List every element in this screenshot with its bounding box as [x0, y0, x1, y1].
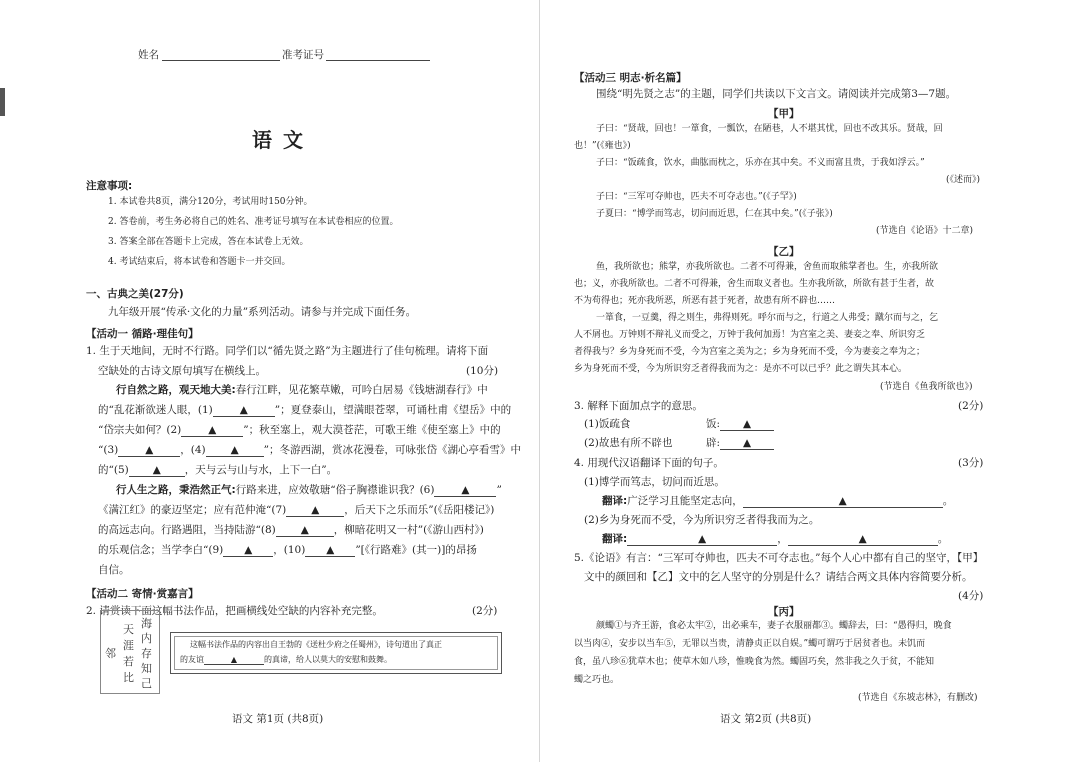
- yi-line-1: 鱼，我所欲也；熊掌，亦我所欲也。二者不可得兼，舍鱼而取熊掌者也。生，亦我所欲: [596, 262, 939, 272]
- passage-yi-heading: 【乙】: [768, 246, 800, 258]
- callig-char: 存: [141, 647, 152, 660]
- q3-item-2: (2)故患有所不辟也: [584, 437, 673, 449]
- q1-line9-b: ，(10): [273, 544, 306, 556]
- jia-line-6: 子夏曰：“博学而笃志，切问而近思，仁在其中矣。”(《子张》): [596, 209, 833, 219]
- answer-marker-icon: ▲: [230, 655, 238, 664]
- q1-line3-a: “岱宗夫如何？(2): [98, 424, 182, 436]
- answer-blank-4[interactable]: [206, 445, 264, 457]
- answer-blank-2[interactable]: [181, 425, 243, 437]
- answer-marker-icon: ▲: [858, 533, 867, 545]
- answer-marker-icon: ▲: [230, 444, 239, 456]
- q1-line8-b: ，柳暗花明又一村”(《游山西村》): [333, 524, 484, 536]
- answer-blank-q3-1[interactable]: [720, 419, 774, 431]
- answer-blank-5[interactable]: [129, 465, 185, 477]
- activity-2-heading: 【活动二 寄情·赏嘉言】: [86, 588, 199, 600]
- q3-item-2-key: 辟:: [706, 437, 721, 449]
- q3-item-1: (1)饭疏食: [584, 418, 631, 430]
- q1-line4-c: ”；冬游西湖，赏冰花漫卷，可咏张岱《湖心亭看雪》中: [263, 444, 521, 456]
- answer-marker-icon: ▲: [239, 404, 248, 416]
- exam-page-2: [540, 0, 1080, 762]
- answer-marker-icon: ▲: [698, 533, 707, 545]
- yi-line-7: 乡为身死而不受，今为所识穷乏者得我而为之：是亦不可以已乎？此之谓失其本心。: [574, 364, 908, 374]
- answer-marker-icon: ▲: [743, 418, 752, 430]
- answer-blank-q4-2a[interactable]: [627, 534, 777, 546]
- q4-item-2-label: 翻译:: [602, 533, 628, 545]
- answer-blank-q4-1[interactable]: [743, 496, 943, 508]
- answer-marker-icon: ▲: [838, 495, 847, 507]
- q3-item-1-answer: [706, 419, 774, 431]
- notice-item-2: 2. 答卷前，考生务必将自己的姓名、准考证号填写在本试卷相应的位置。: [108, 217, 399, 227]
- q1-life-lead: 行人生之路，秉浩然正气:: [116, 484, 236, 496]
- q1-line9-c: ”[《行路难》(其一)]的昂扬: [355, 544, 477, 556]
- q5-score: (4分): [958, 590, 984, 602]
- activity-3-intro: 围绕“明先贤之志”的主题，同学们共读以下文言文。请阅读并完成第3—7题。: [596, 88, 957, 100]
- exam-number-label: 准考证号: [282, 49, 324, 61]
- q1-line8-a: 的高远志向。行路遇阻，当持陆游“(8): [98, 524, 276, 536]
- jia-line-2: 也！”(《雍也》): [574, 141, 631, 151]
- notice-item-3: 3. 答案全部在答题卡上完成，答在本试卷上无效。: [108, 237, 309, 247]
- page-1-footer: 语文 第1页 (共8页): [232, 713, 324, 725]
- notice-title: 注意事项:: [86, 180, 133, 192]
- q1-line-10: 自信。: [98, 564, 130, 576]
- answer-blank-10[interactable]: [305, 545, 355, 557]
- answer-blank-1[interactable]: [213, 405, 275, 417]
- q1-line1-text: 春行江畔，见花繁草嫩，可吟白居易《钱塘湖春行》中: [235, 384, 488, 396]
- q1-line6-a: 行路来进，应效敬瑭“俗子胸襟谁识我？(6): [235, 484, 435, 496]
- callig-char: 知: [141, 662, 152, 675]
- q1-line7-b: ，后天下之乐而乐”(《岳阳楼记》): [344, 504, 495, 516]
- answer-marker-icon: ▲: [244, 544, 253, 556]
- notice-item-1: 1. 本试卷共8页，满分120分，考试用时150分钟。: [108, 197, 313, 207]
- q1-line-1: [116, 385, 488, 396]
- yi-source: (节选自《鱼我所欲也》): [880, 382, 973, 392]
- q1-line2-b: ”；夏登泰山，望满眼苍翠，可诵杜甫《望岳》中的: [274, 404, 512, 416]
- yi-line-6: 者得我与？乡为身死而不受，今为宫室之美为之；乡为身死而不受，今为妻妾之奉为之；: [574, 347, 926, 357]
- q1-line-3: [98, 425, 501, 437]
- q1-prompt-line1: 1. 生于天地间，无时不行路。同学们以“循先贤之路”为主题进行了佳句梳理。请将下面: [86, 345, 489, 357]
- answer-blank-6[interactable]: [434, 485, 496, 497]
- q1-line5-b: ，天与云与山与水，上下一白”。: [184, 464, 338, 476]
- callig-char: 天: [123, 623, 134, 636]
- activity-1-heading: 【活动一 循路·理佳句】: [86, 328, 199, 340]
- q2-box-line2: [180, 656, 392, 665]
- bing-line-1: 颜蠋①与齐王游，食必太牢②，出必乘车，妻子衣服丽都③。蠋辞去，曰：“愚得归，晚食: [596, 621, 952, 631]
- bing-line-3: 食，虽八珍⑥犹草木也；使草木如八珍，惟晚食为然。蠋固巧矣，然非我之久于贫，不能知: [574, 657, 935, 667]
- passage-jia-heading: 【甲】: [768, 108, 800, 120]
- q2-box-line1: 这幅书法作品的内容出自王勃的《送杜少府之任蜀州》，诗句道出了真正: [190, 640, 442, 649]
- jia-line-3: 子曰：“饭疏食，饮水，曲肱而枕之，乐亦在其中矣。不义而富且贵，于我如浮云。”: [596, 158, 925, 168]
- callig-char: 内: [141, 632, 152, 645]
- q1-nature-lead: 行自然之路，观天地大美:: [116, 384, 236, 396]
- answer-blank-7[interactable]: [286, 505, 344, 517]
- jia-line-4: (《述而》): [946, 175, 981, 185]
- answer-marker-icon: ▲: [311, 504, 320, 516]
- activity-3-heading: 【活动三 明志·析名篇】: [574, 72, 687, 84]
- answer-blank-q2[interactable]: [204, 656, 264, 665]
- jia-line-5: 子曰：“三军可夺帅也，匹夫不可夺志也。”(《子罕》): [596, 192, 797, 202]
- q1-score: (10分): [466, 365, 499, 377]
- q1-prompt-line2: 空缺处的古诗文原句填写在横线上。: [98, 365, 266, 377]
- q2-box-line2-a: 的友谊: [180, 655, 204, 664]
- q2-score: (2分): [472, 605, 498, 617]
- q1-line6-b: ”: [496, 484, 502, 496]
- notice-item-4: 4. 考试结束后，将本试卷和答题卡一并交回。: [108, 257, 291, 267]
- answer-marker-icon: ▲: [300, 524, 309, 536]
- q4-item-2-answer: 翻译: ▲ ， ▲ 。: [602, 533, 949, 545]
- passage-bing-heading: 【丙】: [768, 606, 800, 618]
- answer-marker-icon: ▲: [208, 424, 217, 436]
- bing-line-2: 以当肉④，安步以当车⑤，无罪以当贵，清静贞正以自娱。”蠋可谓巧于居贫者也。未饥而: [574, 639, 926, 649]
- q1-line5-a: 的“(5): [98, 464, 129, 476]
- yi-line-4: 一箪食，一豆羹，得之则生，弗得则死。呼尔而与之，行道之人弗受；蹴尔而与之，乞: [596, 313, 939, 323]
- q5-prompt-line1: 5.《论语》有言：“三军可夺帅也，匹夫不可夺志也。”每个人心中都有自己的坚守，【甲】: [574, 552, 984, 564]
- q1-line-5: [98, 465, 337, 477]
- yi-line-3: 不为苟得也；死亦我所恶，所恶有甚于死者，故患有所不辟也……: [574, 296, 836, 306]
- q2-prompt: 2. 请赏读下面这幅书法作品，把画横线处空缺的内容补充完整。: [86, 605, 383, 617]
- callig-char: 比: [123, 671, 134, 684]
- answer-blank-9[interactable]: [223, 545, 273, 557]
- q4-item-1: (1)博学而笃志，切问而近思。: [584, 476, 725, 488]
- q1-line4-a: “(3): [98, 444, 119, 456]
- q3-item-1-key: 饭:: [706, 418, 721, 430]
- page-2-footer: 语文 第2页 (共8页): [720, 713, 812, 725]
- q3-prompt: 3. 解释下面加点字的意思。: [574, 400, 703, 412]
- q1-line9-a: 的乐观信念；当学李白“(9): [98, 544, 224, 556]
- answer-blank-8[interactable]: [276, 525, 334, 537]
- callig-char: 若: [123, 655, 134, 668]
- q1-line-9: [98, 545, 477, 557]
- q3-item-2-answer: [706, 438, 774, 450]
- q1-line-4: [98, 445, 521, 457]
- section-1-intro: 九年级开展“传承·文化的力量”系列活动。请参与并完成下面任务。: [108, 306, 417, 318]
- calligraphy-artwork: [100, 610, 160, 694]
- callig-char: 涯: [123, 639, 134, 652]
- q1-line-6: [116, 485, 502, 497]
- answer-marker-icon: ▲: [145, 444, 154, 456]
- callig-char: 邻: [105, 647, 116, 660]
- q1-line-7: [98, 505, 494, 517]
- q4-prompt: 4. 用现代汉语翻译下面的句子。: [574, 457, 724, 469]
- jia-line-1: 子曰：“贤哉，回也！一箪食，一瓢饮，在陋巷，人不堪其忧，回也不改其乐。贤哉，回: [596, 124, 943, 134]
- answer-marker-icon: ▲: [152, 464, 161, 476]
- q4-item-2: (2)乡为身死而不受，今为所识穷乏者得我而为之。: [584, 514, 820, 526]
- name-label: 姓名: [138, 49, 159, 61]
- answer-blank-3[interactable]: [118, 445, 180, 457]
- q1-line-2: [98, 405, 511, 417]
- q4-item-1-answer: 翻译:广泛学习且能坚定志向， ▲ 。: [602, 495, 954, 507]
- callig-char: 己: [141, 677, 152, 690]
- q1-line7-a: 《满江红》的豪迈坚定；应有范仲淹“(7): [98, 504, 287, 516]
- q5-prompt-line2: 文中的颜回和【乙】文中的乞人坚守的分别是什么？请结合两文具体内容简要分析。: [584, 571, 973, 583]
- q2-box-line2-b: 的真谛，给人以莫大的安慰和鼓舞。: [264, 655, 392, 664]
- exam-number-field-line[interactable]: [326, 60, 430, 61]
- answer-marker-icon: ▲: [461, 484, 470, 496]
- q4-score: (3分): [958, 457, 984, 469]
- answer-blank-q3-2[interactable]: [720, 438, 774, 450]
- q1-line2-a: 的“乱花渐欲迷人眼，(1): [98, 404, 213, 416]
- q1-line4-b: ，(4): [180, 444, 206, 456]
- q4-item-1-given: 广泛学习且能坚定志向，: [627, 495, 743, 507]
- section-1-heading: 一、古典之美(27分): [86, 288, 184, 300]
- bing-source: (节选自《东坡志林》，有删改): [858, 693, 978, 703]
- q1-line-8: [98, 525, 484, 537]
- yi-line-5: 人不屑也。万钟则不辩礼义而受之，万钟于我何加焉！为宫室之美、妻妾之奉、所识穷乏: [574, 330, 926, 340]
- exam-title: 语 文: [252, 128, 305, 152]
- q4-item-1-label: 翻译:: [602, 495, 628, 507]
- callig-char: 海: [141, 617, 152, 630]
- q3-score: (2分): [958, 400, 984, 412]
- q1-line3-b: ”；秋至塞上，观大漠苍茫，可歌王维《使至塞上》中的: [243, 424, 501, 436]
- answer-marker-icon: ▲: [326, 544, 335, 556]
- jia-source: (节选自《论语》十二章): [876, 226, 974, 236]
- answer-blank-q4-2b[interactable]: [788, 534, 938, 546]
- answer-marker-icon: ▲: [743, 437, 752, 449]
- bing-line-4: 蠋之巧也。: [574, 675, 620, 685]
- yi-line-2: 也；义，亦我所欲也。二者不可得兼，舍生而取义者也。生亦我所欲，所欲有甚于生者，故: [574, 279, 935, 289]
- name-field-line[interactable]: [162, 60, 280, 61]
